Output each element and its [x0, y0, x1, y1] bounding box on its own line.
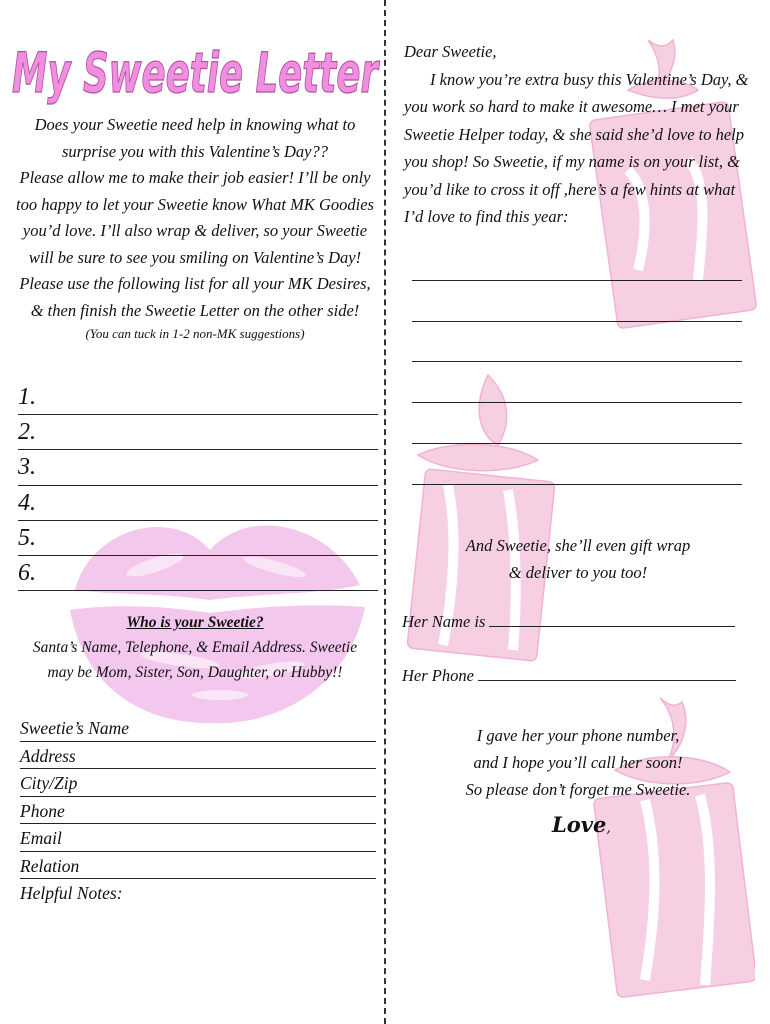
- email-field[interactable]: [20, 824, 376, 852]
- wish-list-line-4[interactable]: [18, 486, 378, 521]
- hint-line[interactable]: [412, 444, 742, 485]
- intro-line: Does your Sweetie need help in knowing what to: [34, 115, 356, 134]
- sweetie-info-form: [20, 714, 376, 907]
- field-label: Relation: [20, 855, 80, 876]
- page-title: [10, 26, 382, 114]
- closing-line: and I hope you’ll call her soon!: [473, 753, 683, 772]
- hint-line[interactable]: [412, 403, 742, 444]
- intro-note: (You can tuck in 1-2 non-MK suggestions): [85, 326, 305, 341]
- letter-paragraph: I know you’re extra busy this Valentine’s Day, & you work so hard to make it awesome… I met your Sweetie Helper today, & she said she’d love to help you shop! So Sweetie, if my name is on your list, & you’d like to cross it off ,here’s a few hints at what I’d love to find this year:: [404, 69, 749, 226]
- intro-line: Please use the following list for all your MK Desires,: [19, 274, 371, 293]
- who-section: [14, 610, 376, 685]
- signoff: [552, 812, 611, 837]
- field-label: City/Zip: [20, 773, 78, 793]
- wish-list-line-5[interactable]: [18, 521, 378, 556]
- her-phone-line[interactable]: [478, 666, 736, 681]
- wish-list: [18, 380, 378, 591]
- sweetie-name-field[interactable]: [20, 714, 376, 742]
- her-name-label: Her Name is: [402, 612, 486, 631]
- intro-line: Please allow me to make their job easier! I’ll be only: [19, 168, 371, 187]
- svg-text:My Sweetie Letter: My Sweetie Letter: [12, 41, 380, 105]
- signoff-comma: ,: [606, 820, 611, 836]
- wish-number: 6.: [18, 559, 36, 586]
- wish-number: 4.: [18, 489, 36, 516]
- greeting: Dear Sweetie,: [404, 42, 497, 61]
- hint-line[interactable]: [412, 362, 742, 403]
- address-field[interactable]: [20, 742, 376, 770]
- her-name-line[interactable]: [489, 612, 735, 627]
- wish-number: 1.: [18, 384, 36, 410]
- cut-line-divider: [384, 0, 386, 1024]
- intro-line: will be sure to see you smiling on Valentine’s Day!: [28, 247, 362, 267]
- right-panel: [388, 0, 770, 1024]
- field-label: Address: [20, 745, 76, 766]
- phone-field[interactable]: [20, 797, 376, 825]
- field-label: Sweetie’s Name: [20, 718, 130, 738]
- wish-list-line-1[interactable]: [18, 380, 378, 415]
- closing-text: [428, 722, 728, 803]
- her-phone-field[interactable]: [402, 666, 752, 686]
- field-label: Email: [20, 828, 62, 848]
- signoff-word: Love: [552, 812, 607, 837]
- wrap-line: & deliver to you too!: [508, 563, 648, 582]
- wish-list-line-6[interactable]: [18, 556, 378, 591]
- helpful-notes-field[interactable]: [20, 879, 376, 907]
- who-heading: Who is your Sweetie?: [126, 614, 264, 631]
- wish-list-line-2[interactable]: [18, 415, 378, 450]
- field-label: Phone: [20, 800, 65, 821]
- relation-field[interactable]: [20, 852, 376, 880]
- closing-line: I gave her your phone number,: [476, 726, 680, 745]
- letter-body: [404, 38, 756, 231]
- her-phone-label: Her Phone: [402, 666, 474, 685]
- her-name-field[interactable]: [402, 612, 752, 632]
- hint-lines: [412, 240, 742, 485]
- hint-line[interactable]: [412, 281, 742, 322]
- intro-text: [14, 112, 376, 344]
- intro-line: too happy to let your Sweetie know What MK Goodies: [16, 194, 374, 214]
- left-panel: [0, 0, 384, 1024]
- who-line: Santa’s Name, Telephone, & Email Address. Sweetie: [32, 639, 358, 656]
- hint-line[interactable]: [412, 322, 742, 363]
- wish-number: 3.: [18, 454, 36, 481]
- wish-number: 5.: [18, 524, 36, 551]
- wish-list-line-3[interactable]: [18, 450, 378, 485]
- closing-line: So please don’t forget me Sweetie.: [465, 780, 691, 799]
- city-zip-field[interactable]: [20, 769, 376, 797]
- intro-line: & then finish the Sweetie Letter on the other side!: [30, 300, 360, 320]
- intro-line: you’d love. I’ll also wrap & deliver, so your Sweetie: [22, 221, 368, 240]
- hint-line[interactable]: [412, 240, 742, 281]
- wrap-line: And Sweetie, she’ll even gift wrap: [465, 536, 691, 555]
- field-label: Helpful Notes:: [20, 883, 123, 903]
- gift-wrap-note: [428, 532, 728, 586]
- who-line: may be Mom, Sister, Son, Daughter, or Hubby!!: [47, 664, 343, 681]
- intro-line: surprise you with this Valentine’s Day??: [62, 141, 328, 161]
- wish-number: 2.: [18, 419, 36, 446]
